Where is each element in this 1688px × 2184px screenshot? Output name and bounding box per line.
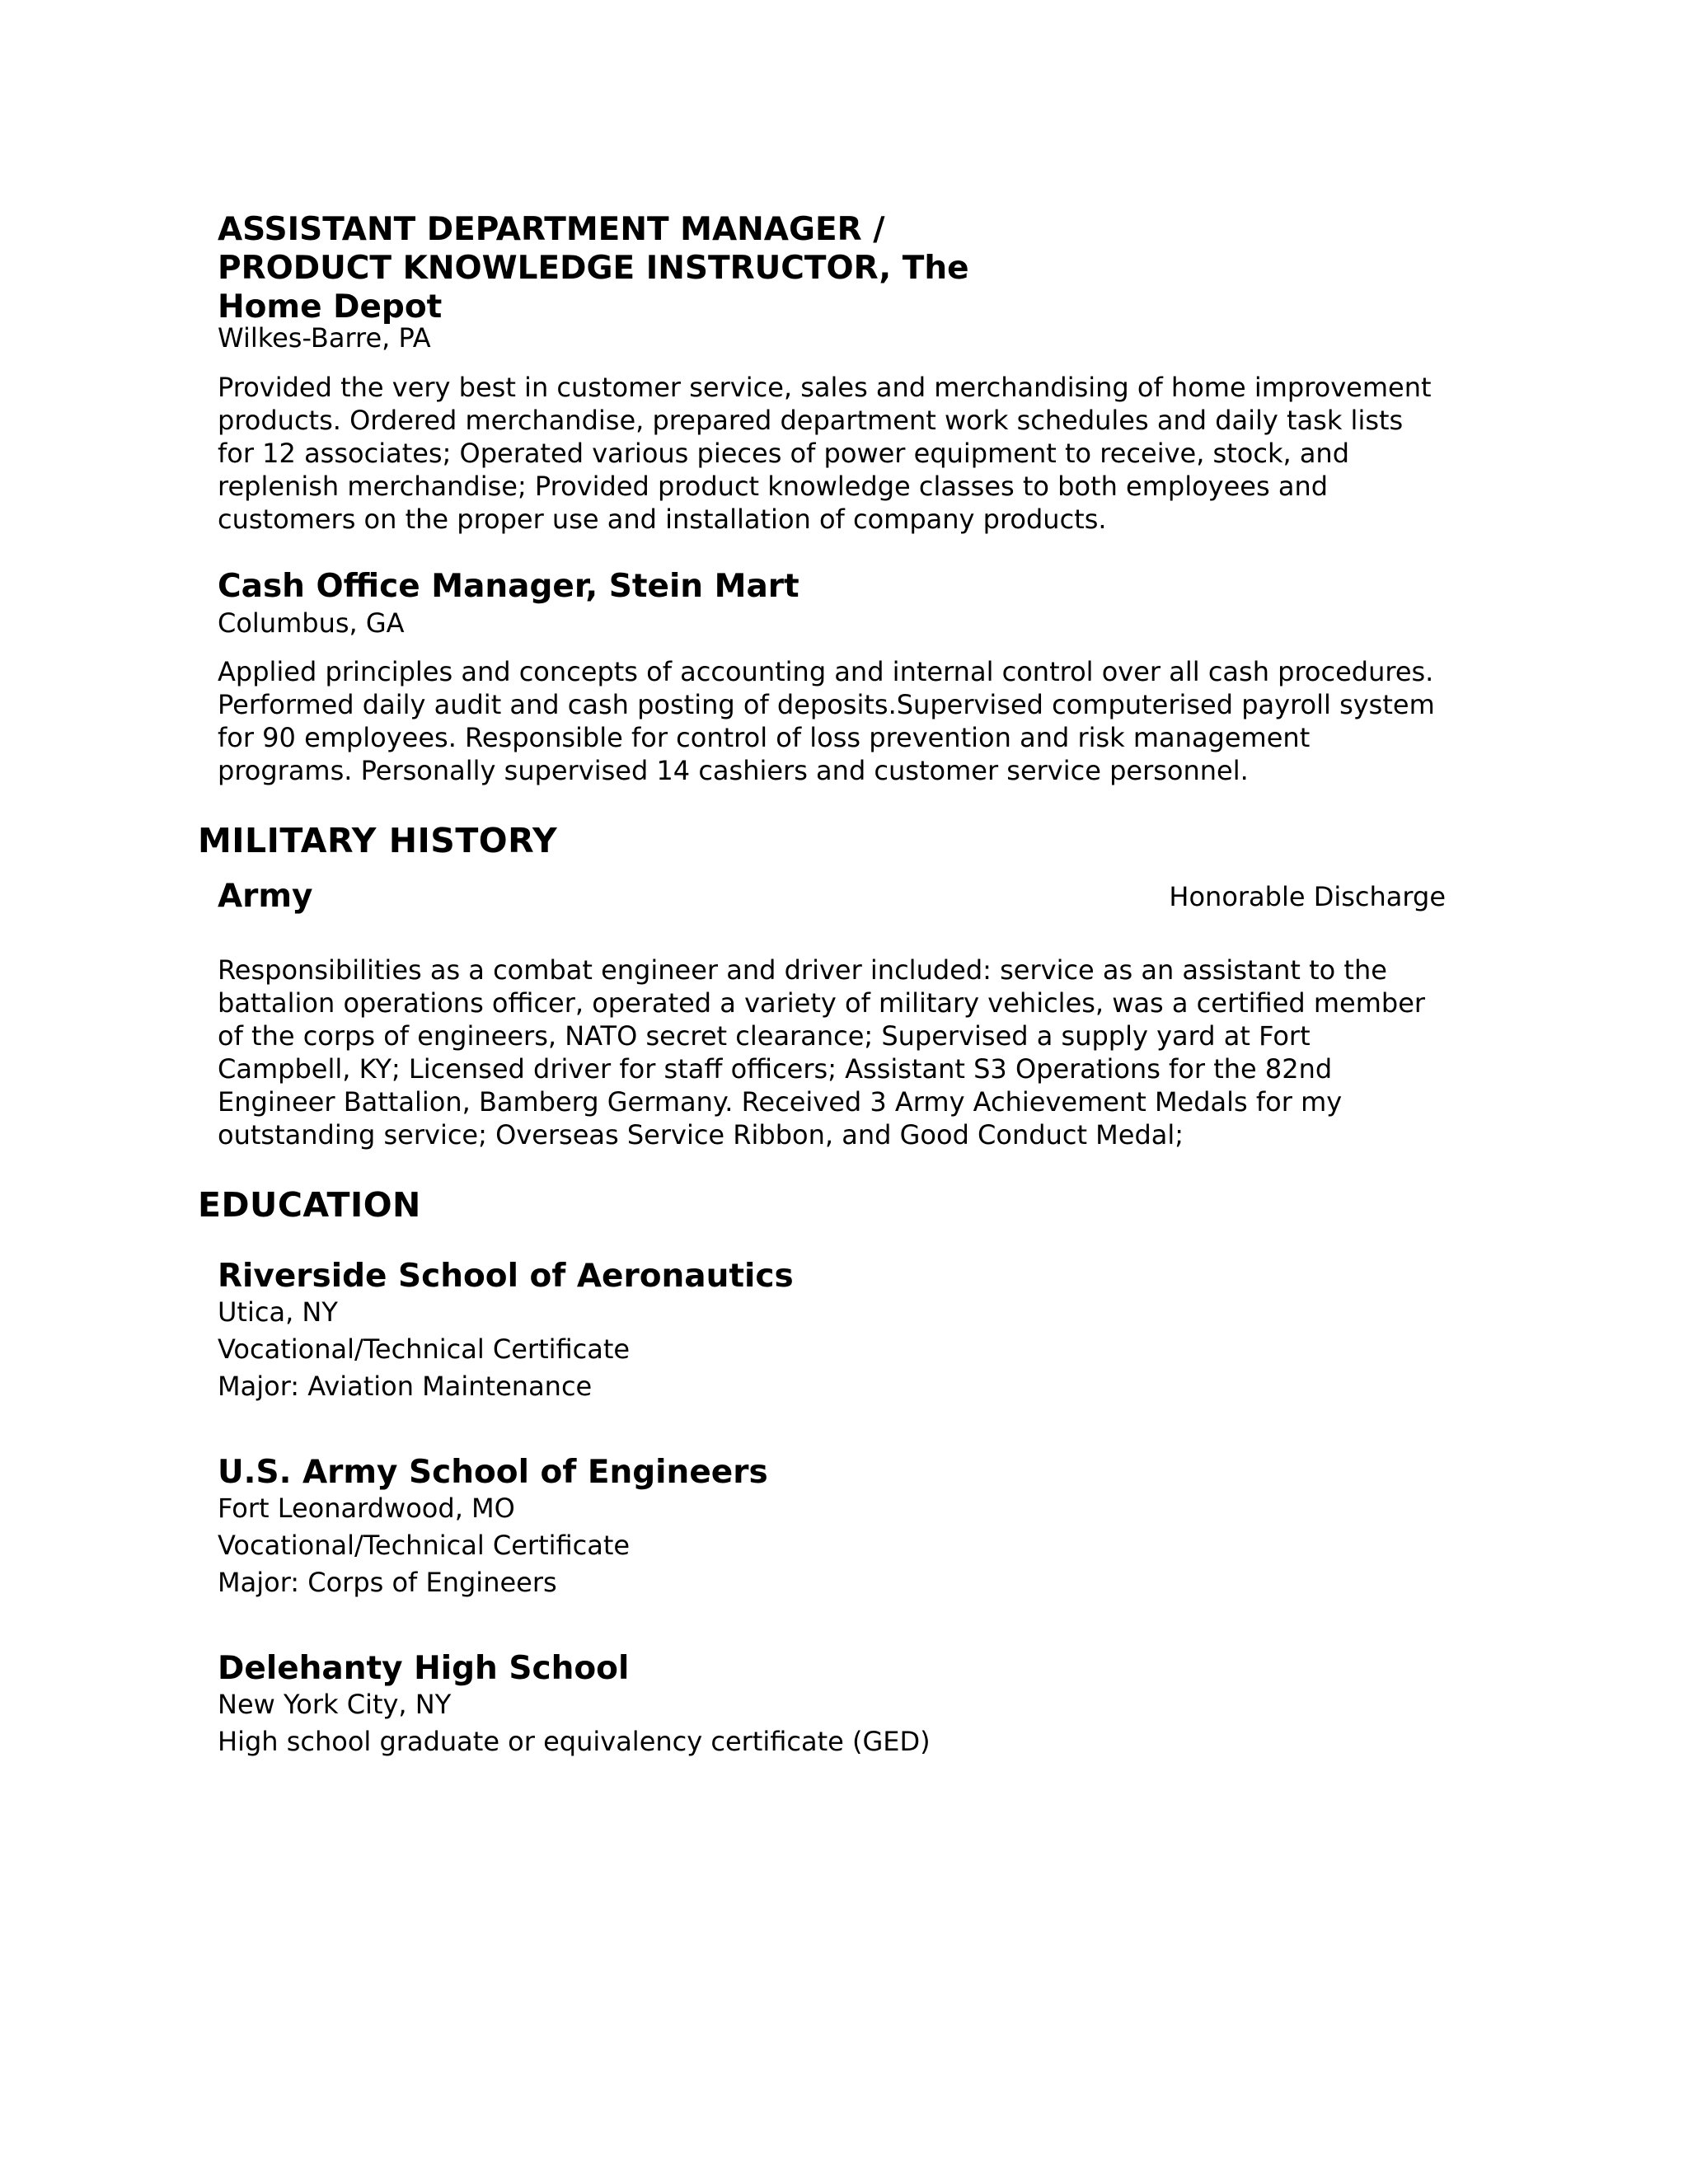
school-location: New York City, NY <box>218 1689 452 1720</box>
description-line: products. Ordered merchandise, prepared department work schedules and daily task lists <box>218 405 1404 436</box>
description-line: battalion operations officer, operated a variety of military vehicles, was a certified member <box>218 987 1426 1019</box>
school-major: Major: Corps of Engineers <box>218 1567 557 1598</box>
description-line: outstanding service; Overseas Service Ribbon, and Good Conduct Medal; <box>218 1119 1184 1151</box>
school-location: Utica, NY <box>218 1296 338 1328</box>
description-line: Responsibilities as a combat engineer and driver included: service as an assistant to the <box>218 954 1387 986</box>
job-description <box>218 655 1435 787</box>
job-title-line: PRODUCT KNOWLEDGE INSTRUCTOR, The <box>218 250 969 287</box>
school-location: Fort Leonardwood, MO <box>218 1493 515 1524</box>
section-heading-military: MILITARY HISTORY <box>198 821 558 860</box>
school-certificate: Vocational/Technical Certificate <box>218 1530 631 1561</box>
school-certificate: High school graduate or equivalency certificate (GED) <box>218 1726 931 1757</box>
military-description <box>218 954 1425 1151</box>
description-line: Provided the very best in customer service, sales and merchandising of home improvement <box>218 372 1432 403</box>
description-line: for 12 associates; Operated various pieces of power equipment to receive, stock, and <box>218 438 1350 469</box>
school-name: U.S. Army School of Engineers <box>218 1454 768 1491</box>
school-name: Delehanty High School <box>218 1650 630 1687</box>
description-line: Engineer Battalion, Bamberg Germany. Received 3 Army Achievement Medals for my <box>218 1086 1343 1118</box>
job-location: Wilkes-Barre, PA <box>218 322 431 354</box>
school-certificate: Vocational/Technical Certificate <box>218 1333 631 1365</box>
job-title-stein-mart <box>218 567 799 606</box>
section-heading-education: EDUCATION <box>198 1185 421 1225</box>
job-title-home-depot <box>218 210 969 326</box>
description-line: of the corps of engineers, NATO secret clearance; Supervised a supply yard at Fort <box>218 1020 1311 1052</box>
school-major: Major: Aviation Maintenance <box>218 1371 593 1402</box>
discharge-status: Honorable Discharge <box>1169 881 1446 912</box>
job-title-line: Cash Office Manager, Stein Mart <box>218 568 799 605</box>
description-line: Applied principles and concepts of accounting and internal control over all cash procedures. <box>218 656 1434 687</box>
description-line: Campbell, KY; Licensed driver for staff officers; Assistant S3 Operations for the 82nd <box>218 1053 1333 1085</box>
job-title-line: ASSISTANT DEPARTMENT MANAGER / <box>218 211 885 248</box>
job-title-line: Home Depot <box>218 288 443 326</box>
military-branch: Army <box>218 878 313 915</box>
description-line: customers on the proper use and installation of company products. <box>218 504 1107 535</box>
description-line: replenish merchandise; Provided product knowledge classes to both employees and <box>218 471 1329 502</box>
school-name: Riverside School of Aeronautics <box>218 1258 794 1295</box>
description-line: for 90 employees. Responsible for control of loss prevention and risk management <box>218 722 1311 753</box>
description-line: programs. Personally supervised 14 cashiers and customer service personnel. <box>218 755 1249 786</box>
job-description <box>218 371 1432 536</box>
description-line: Performed daily audit and cash posting of deposits.Supervised computerised payroll system <box>218 689 1435 720</box>
job-location: Columbus, GA <box>218 607 405 639</box>
